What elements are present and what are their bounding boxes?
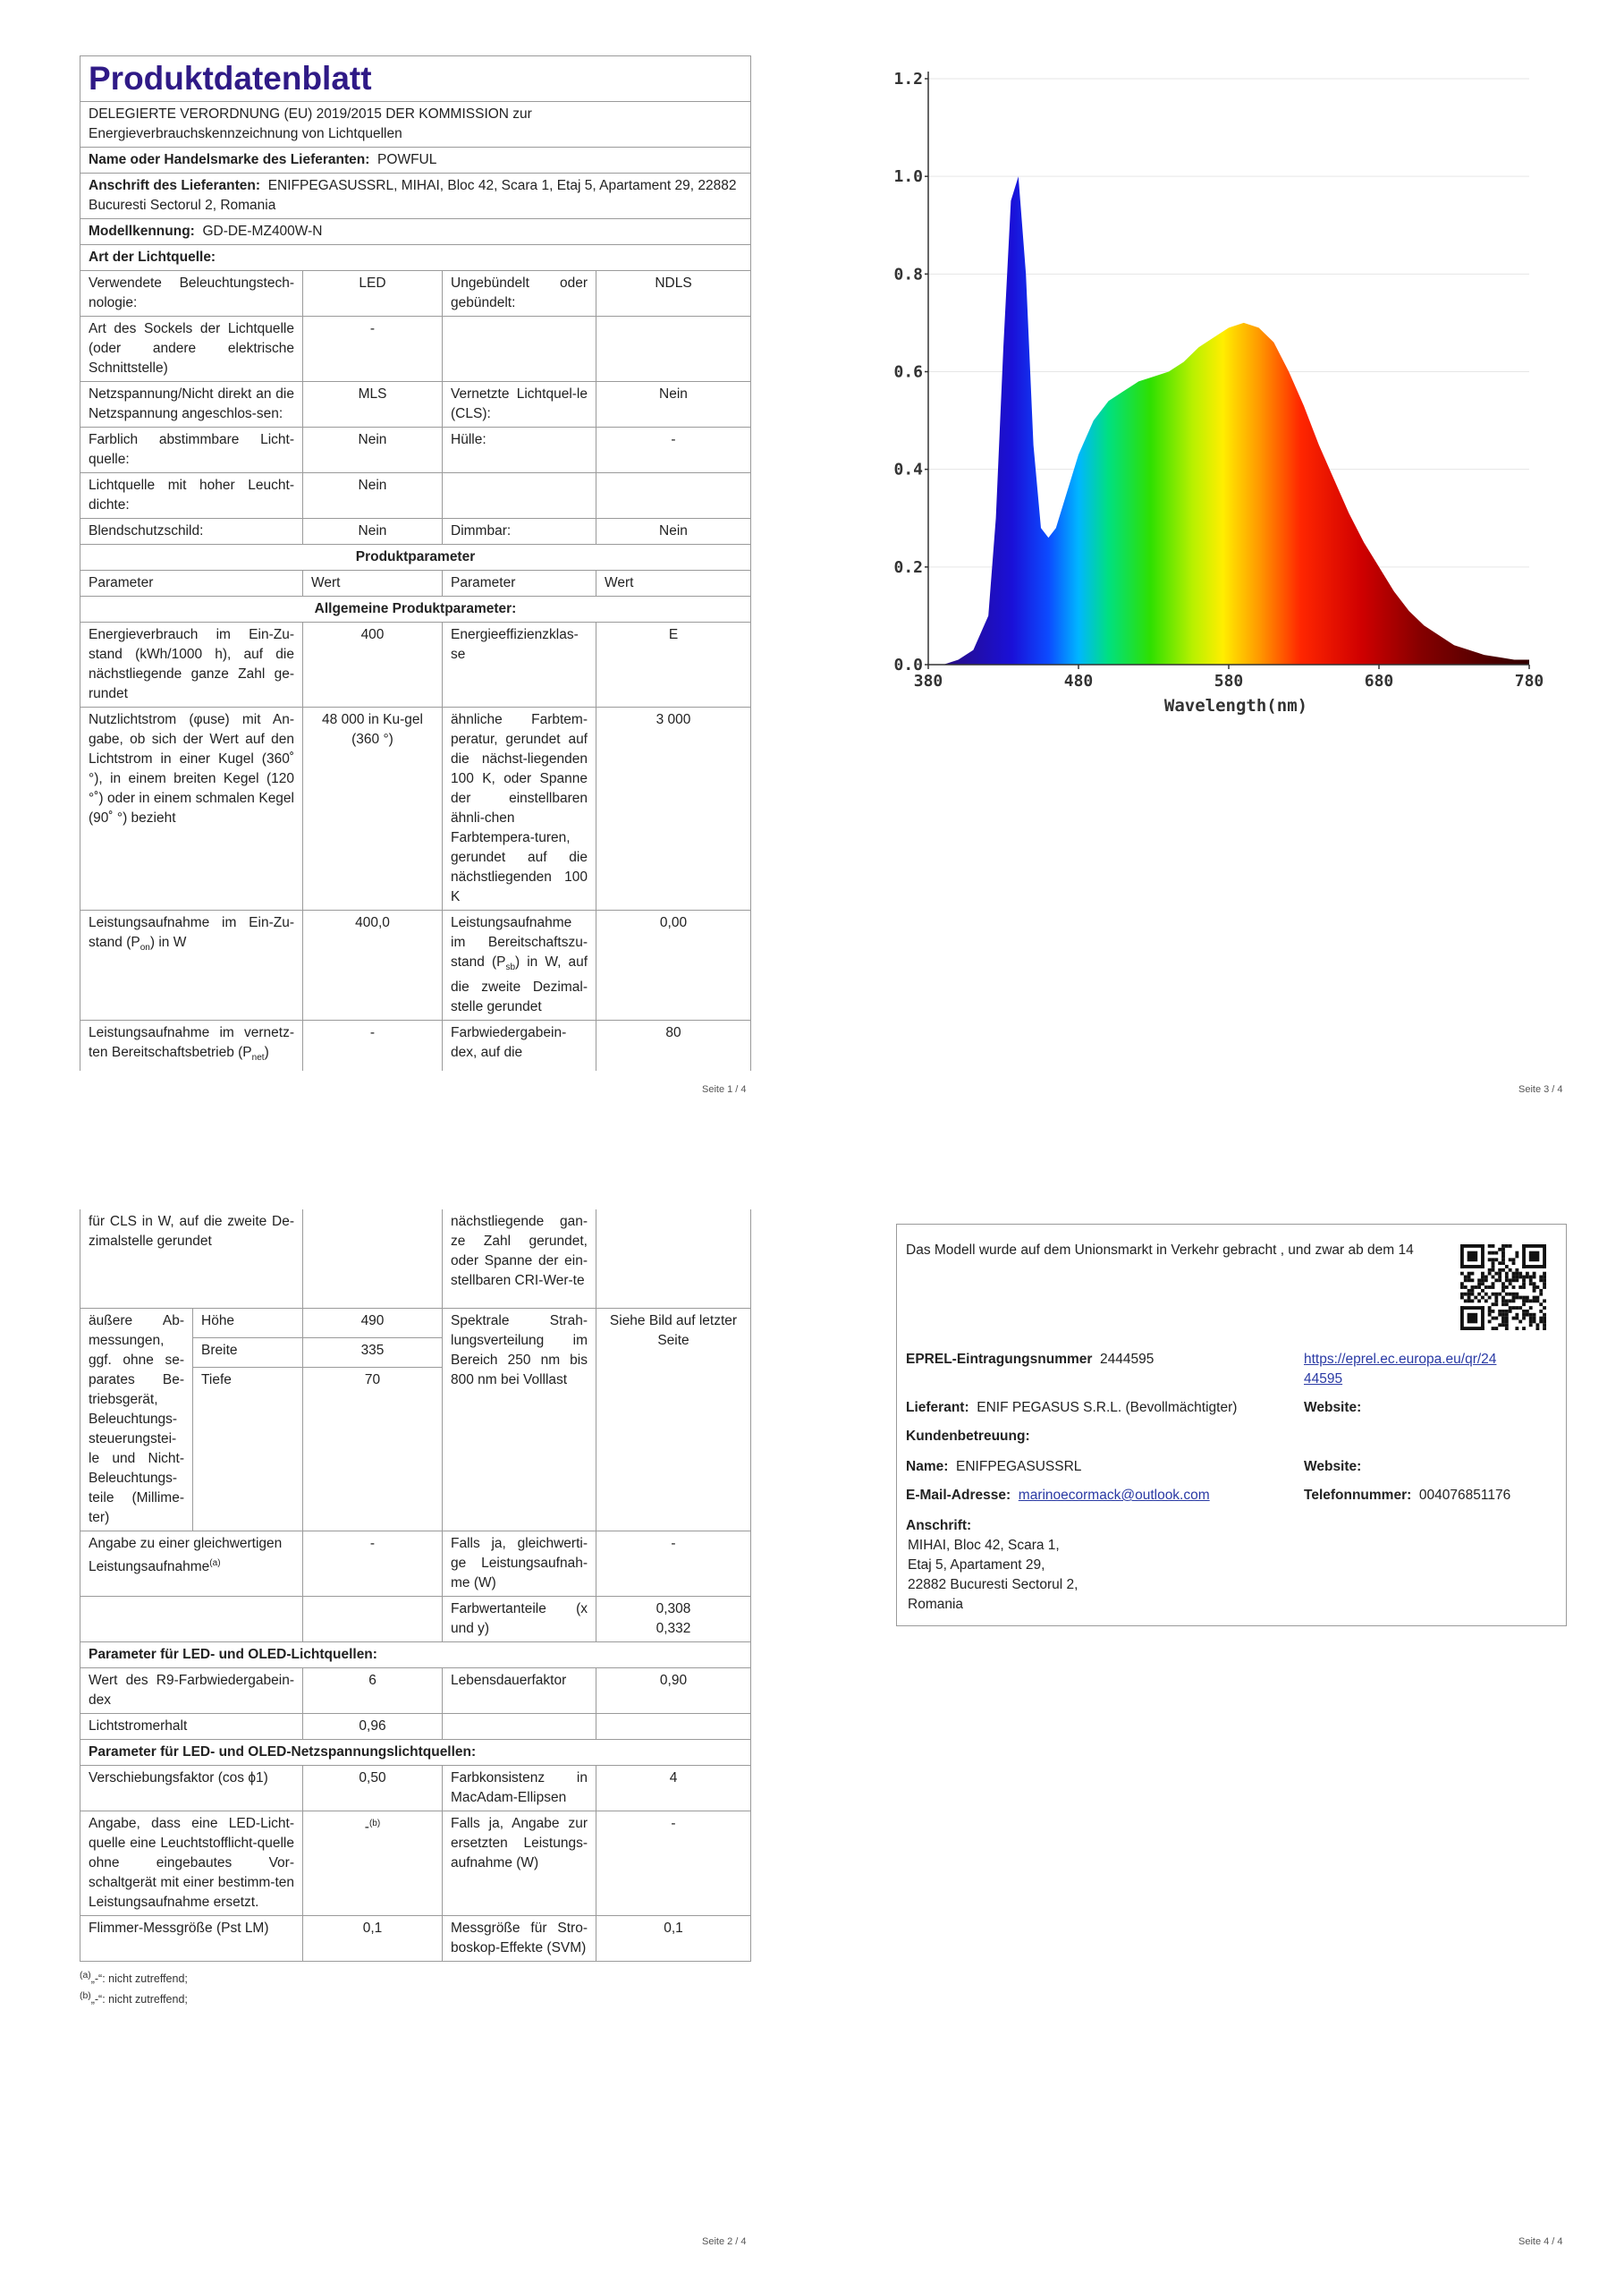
address-block: [906, 1516, 1078, 1615]
param-cell: Blendschutzschild:: [80, 519, 303, 545]
dim-value: 70: [303, 1368, 443, 1531]
dim-value: 335: [303, 1338, 443, 1368]
param-cell: Verwendete Beleuchtungstech-nologie:: [80, 271, 303, 317]
empty-cell: [80, 1597, 303, 1642]
supplier-label: Lieferant:: [906, 1400, 969, 1415]
address-line: 22882 Bucuresti Sectorul 2,: [908, 1577, 1078, 1592]
y-tick-label: 0.2: [893, 557, 923, 577]
table-row: [80, 382, 751, 428]
param-cell: [80, 911, 303, 1021]
param-text: ): [264, 1045, 269, 1061]
model-row: [80, 219, 751, 245]
param-cell: [443, 473, 596, 519]
dim-name: Breite: [193, 1338, 303, 1368]
eprel-number: 2444595: [1100, 1352, 1155, 1367]
market-intro: Das Modell wurde auf dem Unionsmarkt in Verkehr gebracht , und zwar ab dem 14: [906, 1243, 1414, 1258]
table-row: [80, 1766, 751, 1811]
eprel-info-card: [896, 1224, 1567, 1626]
address-line: Etaj 5, Apartament 29,: [908, 1557, 1045, 1573]
phone-value: 004076851176: [1418, 1488, 1511, 1503]
value-cell: -: [596, 428, 751, 473]
param-cell: Flimmer-Messgröße (Pst LM): [80, 1916, 303, 1962]
table-row: [80, 623, 751, 708]
value-cell: -: [596, 1531, 751, 1597]
param-cell: Energieverbrauch im Ein-Zu-stand (kWh/1000 h), auf die nächstliegende ganze Zahl ge-rundet: [80, 623, 303, 708]
value-cell: -: [303, 1021, 443, 1072]
value-cell: 48 000 in Ku-gel (360 °): [303, 708, 443, 911]
eprel-link-line[interactable]: https://eprel.ec.europa.eu/qr/24: [1304, 1352, 1497, 1367]
table-row: [80, 519, 751, 545]
y-tick-label: 0.4: [893, 460, 923, 479]
value-cell: [596, 1597, 751, 1642]
eprel-link[interactable]: [1304, 1350, 1496, 1389]
empty-cell: [596, 1714, 751, 1740]
value-cell: [303, 1209, 443, 1309]
param-cell: [443, 317, 596, 382]
page-2: [80, 1209, 751, 2008]
table-row: [80, 271, 751, 317]
param-cell: Angabe, dass eine LED-Licht-quelle eine Leuchtstofflicht-quelle ohne eingebautes Vor-schaltgerät mit einer bestimm-ten Leistungsaufnahme ersetzt.: [80, 1811, 303, 1916]
value-cell: 80: [596, 1021, 751, 1072]
column-header-row: [80, 571, 751, 597]
table-row: [80, 911, 751, 1021]
param-cell: Farbwertanteile (x und y): [443, 1597, 596, 1642]
value-cell: Nein: [303, 428, 443, 473]
table-row: [80, 1714, 751, 1740]
value-cell: Nein: [596, 382, 751, 428]
product-params-heading: Produktparameter: [80, 545, 751, 571]
website2-label-text: Website:: [1304, 1459, 1362, 1474]
address-line: Romania: [908, 1597, 964, 1612]
value-cell: -: [596, 1811, 751, 1916]
spectral-label: Spektrale Strah-lungsverteilung im Bereich 250 nm bis 800 nm bei Volllast: [443, 1309, 596, 1531]
value-cell: NDLS: [596, 271, 751, 317]
spectral-value: Siehe Bild auf letzter Seite: [596, 1309, 751, 1531]
table-row: [80, 1811, 751, 1916]
page-1: [80, 55, 751, 1071]
param-cell: [80, 1021, 303, 1072]
table-row: [80, 1916, 751, 1962]
model-label: Modellkennung:: [89, 224, 195, 239]
spectrum-chart-svg: [893, 61, 1565, 741]
param-cell: Farbkonsistenz in MacAdam-Ellipsen: [443, 1766, 596, 1811]
table-row: [80, 1209, 751, 1309]
footnote-b: [80, 1988, 751, 2008]
table-row: [80, 1597, 751, 1642]
col-header-value: Wert: [596, 571, 751, 597]
value-cell: -: [303, 317, 443, 382]
product-sheet-table: [80, 55, 751, 1071]
footnote-mark: (b): [80, 1991, 91, 2002]
param-cell: ähnliche Farbtem-peratur, gerundet auf die nächst-liegenden 100 K, oder Spanne der einstellbaren ähnli-chen Farbtempera-turen, gerundet auf die nächstliegenden 100 K: [443, 708, 596, 911]
dim-name: Höhe: [193, 1309, 303, 1338]
y-tick-label: 1.2: [893, 70, 923, 89]
y-tick-label: 1.0: [893, 167, 923, 187]
page-number: Seite 1 / 4: [702, 1084, 747, 1095]
value-cell: 6: [303, 1668, 443, 1714]
table-row: [80, 1531, 751, 1597]
y-tick-label: 0.8: [893, 265, 923, 284]
phone-row: [1304, 1486, 1510, 1505]
col-header-value: Wert: [303, 571, 443, 597]
subscript: sb: [505, 963, 516, 973]
customer-label-text: Kundenbetreuung:: [906, 1429, 1030, 1444]
table-row: [80, 428, 751, 473]
param-cell: Energieeffizienzklas-se: [443, 623, 596, 708]
superscript: (a): [209, 1558, 221, 1568]
value-cell: -: [303, 1531, 443, 1597]
param-text: Leistungsaufnahme im vernetz-ten Bereitschaftsbetrieb (P: [89, 1025, 294, 1061]
supplier-name-row: [80, 148, 751, 174]
x-tick-label: 680: [1364, 672, 1394, 691]
param-cell: Messgröße für Stro-boskop-Effekte (SVM): [443, 1916, 596, 1962]
table-row: [80, 1309, 751, 1338]
email-row: [906, 1486, 1210, 1505]
param-cell: Lichtstromerhalt: [80, 1714, 303, 1740]
dim-value: 490: [303, 1309, 443, 1338]
eprel-link-line[interactable]: 44595: [1304, 1371, 1343, 1387]
phone-label: Telefonnummer:: [1304, 1488, 1412, 1503]
eprel-label: EPREL-Eintragungsnummer: [906, 1352, 1093, 1367]
supplier-address-label: Anschrift des Lieferanten:: [89, 178, 261, 193]
page-number: Seite 2 / 4: [702, 2236, 747, 2247]
email-link[interactable]: marinoecormack@outlook.com: [1018, 1488, 1210, 1503]
website2-label: [1304, 1457, 1361, 1477]
param-text: Leistungsaufnahme im Bereitschaftszu-stand (P: [451, 915, 588, 970]
y-tick-label: 0.0: [893, 656, 923, 674]
name-label: Name:: [906, 1459, 949, 1474]
param-cell: Falls ja, Angabe zur ersetzten Leistungs-aufnahme (W): [443, 1811, 596, 1916]
value-cell: 0,1: [303, 1916, 443, 1962]
footnote-a: [80, 1967, 751, 1988]
supplier-value: ENIF PEGASUS S.R.L. (Bevollmächtigter): [977, 1400, 1238, 1415]
name-value: ENIFPEGASUSSRL: [956, 1459, 1082, 1474]
led-params-heading: Parameter für LED- und OLED-Lichtquellen:: [80, 1642, 751, 1668]
supplier-address-row: [80, 174, 751, 219]
qr-code-icon[interactable]: [1460, 1244, 1546, 1330]
value-cell: Nein: [596, 519, 751, 545]
param-text: Leistungsaufnahme im Ein-Zu-stand (P: [89, 915, 294, 950]
value-cell: [596, 317, 751, 382]
x-axis-label: Wavelength(nm): [1163, 696, 1308, 716]
footnotes: [80, 1967, 751, 2008]
dim-name: Tiefe: [193, 1368, 303, 1531]
y-tick-label: 0.6: [893, 362, 923, 382]
value-cell: 400: [303, 623, 443, 708]
value-cell: Nein: [303, 519, 443, 545]
value-cell: 0,50: [303, 1766, 443, 1811]
param-cell: [443, 911, 596, 1021]
page-title: Produktdatenblatt: [80, 56, 751, 102]
param-cell: nächstliegende gan-ze Zahl gerundet, oder Spanne der ein-stellbaren CRI-Wer-te: [443, 1209, 596, 1309]
address-label: Anschrift:: [906, 1518, 972, 1533]
website-label: [1304, 1398, 1361, 1418]
table-row: [80, 708, 751, 911]
param-cell: Falls ja, gleichwerti-ge Leistungsaufnah-me (W): [443, 1531, 596, 1597]
value-cell: LED: [303, 271, 443, 317]
model-id: GD-DE-MZ400W-N: [202, 224, 323, 239]
value-cell: [596, 1209, 751, 1309]
param-text: Angabe zu einer gleichwertigen Leistungsaufnahme: [89, 1536, 283, 1575]
param-cell: Hülle:: [443, 428, 596, 473]
empty-cell: [443, 1714, 596, 1740]
value-cell: 0,00: [596, 911, 751, 1021]
value-text: -: [364, 1819, 369, 1836]
footnote-text: „-“: nicht zutreffend;: [90, 1993, 188, 2006]
page-number: Seite 3 / 4: [1518, 1084, 1563, 1095]
email-label: E-Mail-Adresse:: [906, 1488, 1011, 1503]
param-text: ) in W, auf die zweite Dezimal-stelle gerundet: [451, 954, 588, 1015]
param-cell: [80, 1531, 303, 1597]
empty-cell: [303, 1597, 443, 1642]
eprel-row: [906, 1350, 1154, 1370]
address-line: MIHAI, Bloc 42, Scara 1,: [908, 1538, 1060, 1553]
table-row: [80, 1021, 751, 1072]
spectrum-chart: [893, 61, 1565, 745]
chroma-y: 0,332: [656, 1621, 691, 1636]
value-cell: 400,0: [303, 911, 443, 1021]
table-row: [80, 317, 751, 382]
value-cell: 0,1: [596, 1916, 751, 1962]
value-cell: 0,96: [303, 1714, 443, 1740]
spectrum-area: [928, 176, 1529, 665]
param-cell: Farblich abstimmbare Licht-quelle:: [80, 428, 303, 473]
x-tick-label: 580: [1214, 672, 1244, 691]
col-header-param: Parameter: [443, 571, 596, 597]
supplier-address: ENIFPEGASUSSRL, MIHAI, Bloc 42, Scara 1, Etaj 5, Apartament 29, 22882 Bucuresti Sectorul 2, Romania: [89, 178, 737, 213]
param-cell: Ungebündelt oder gebündelt:: [443, 271, 596, 317]
table-row: [80, 473, 751, 519]
customer-service-label: [906, 1427, 1030, 1446]
value-cell: Nein: [303, 473, 443, 519]
value-cell: 3 000: [596, 708, 751, 911]
light-source-type-heading: Art der Lichtquelle:: [80, 245, 751, 271]
supplier-row: [906, 1398, 1237, 1418]
col-header-param: Parameter: [80, 571, 303, 597]
param-cell: Farbwiedergabein-dex, auf die: [443, 1021, 596, 1072]
name-row: [906, 1457, 1081, 1477]
value-cell: [596, 473, 751, 519]
chroma-x: 0,308: [656, 1601, 691, 1616]
x-tick-label: 380: [913, 672, 943, 691]
led-mains-heading: Parameter für LED- und OLED-Netzspannungslichtquellen:: [80, 1740, 751, 1766]
subscript: net: [251, 1053, 265, 1064]
param-cell: Nutzlichtstrom (φuse) mit An-gabe, ob sich der Wert auf den Lichtstrom in einer Kugel (360˚ °), in einem breiten Kegel (120 °˚) oder in einem schmalen Kegel (90˚ °) bezieht: [80, 708, 303, 911]
general-params-heading: Allgemeine Produktparameter:: [80, 597, 751, 623]
subscript: on: [140, 943, 150, 954]
supplier-name-label: Name oder Handelsmarke des Lieferanten:: [89, 152, 370, 167]
footnote-text: „-“: nicht zutreffend;: [90, 1972, 188, 1986]
value-cell: E: [596, 623, 751, 708]
page-number: Seite 4 / 4: [1518, 2236, 1563, 2247]
value-cell: [303, 1811, 443, 1916]
value-cell: 0,90: [596, 1668, 751, 1714]
param-cell: Art des Sockels der Lichtquelle (oder andere elektrische Schnittstelle): [80, 317, 303, 382]
dimensions-label: äußere Ab-messungen, ggf. ohne se-parates Be-triebsgerät, Beleuchtungs-steuerungstei-le und Nicht-Beleuchtungs-teile (Millime-ter): [80, 1309, 193, 1531]
supplier-name: POWFUL: [377, 152, 437, 167]
param-cell: Wert des R9-Farbwiedergabein-dex: [80, 1668, 303, 1714]
param-cell: Dimmbar:: [443, 519, 596, 545]
value-cell: MLS: [303, 382, 443, 428]
website-label-text: Website:: [1304, 1400, 1362, 1415]
superscript: (b): [368, 1819, 381, 1828]
param-cell: Verschiebungsfaktor (cos ϕ1): [80, 1766, 303, 1811]
param-text: ) in W: [149, 935, 187, 950]
param-cell: Lichtquelle mit hoher Leucht-dichte:: [80, 473, 303, 519]
value-cell: 4: [596, 1766, 751, 1811]
param-cell: Lebensdauerfaktor: [443, 1668, 596, 1714]
x-tick-label: 780: [1514, 672, 1544, 691]
regulation-text: DELEGIERTE VERORDNUNG (EU) 2019/2015 DER KOMMISSION zur Energieverbrauchskennzeichnung von Lichtquellen: [80, 102, 751, 148]
param-cell: Netzspannung/Nicht direkt an die Netzspannung angeschlos-sen:: [80, 382, 303, 428]
x-tick-label: 480: [1063, 672, 1094, 691]
product-sheet-table-cont: [80, 1209, 751, 1962]
param-cell: Vernetzte Lichtquel-le (CLS):: [443, 382, 596, 428]
param-cell: für CLS in W, auf die zweite De-zimalstelle gerundet: [80, 1209, 303, 1309]
table-row: [80, 1668, 751, 1714]
footnote-mark: (a): [80, 1971, 91, 1980]
